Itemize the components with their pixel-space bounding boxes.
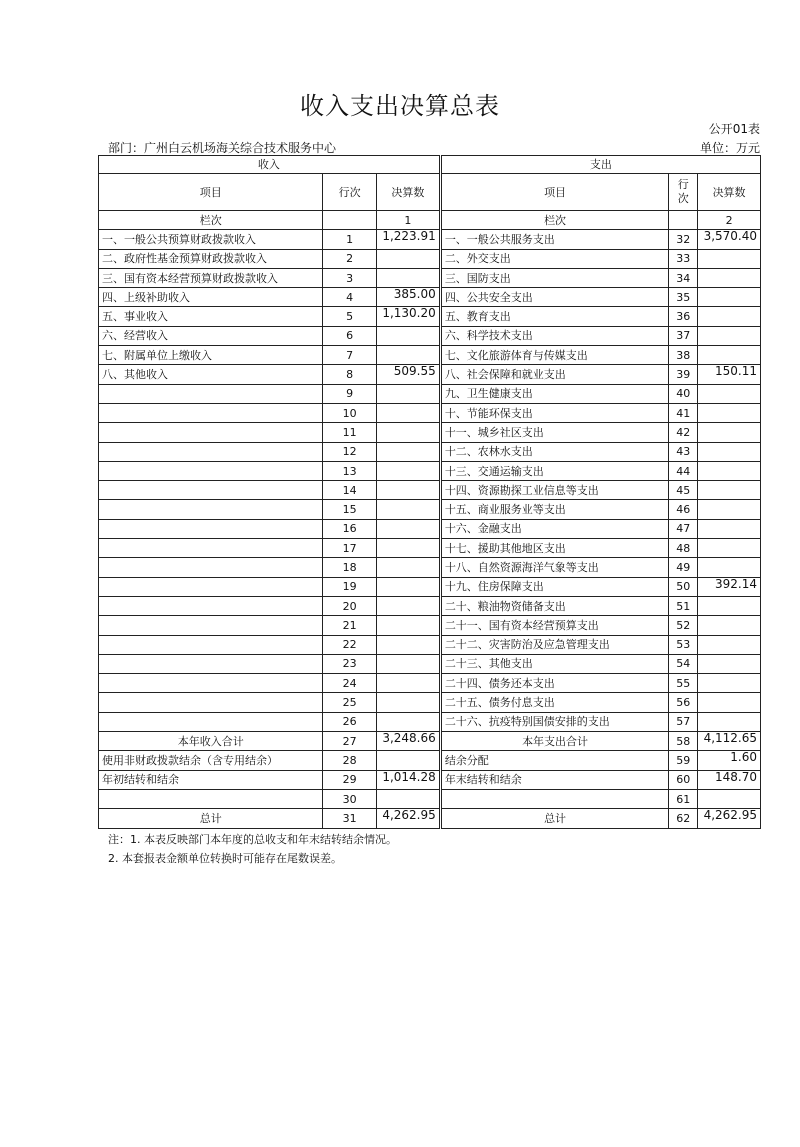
income-amount-cell: 385.00 (376, 288, 439, 307)
income-item-cell: 年初结转和结余 (99, 770, 323, 789)
income-rowno-cell: 5 (323, 307, 377, 326)
table-row (99, 307, 761, 326)
expense-amount-cell (698, 500, 761, 519)
expense-rowno-cell: 50 (669, 577, 698, 596)
expense-rowno-header: 行次 (669, 174, 698, 211)
expense-item-cell: 十九、住房保障支出 (441, 577, 669, 596)
income-section-header: 收入 (99, 156, 440, 174)
expense-rowno-cell: 43 (669, 442, 698, 461)
expense-amount-cell (698, 712, 761, 731)
table-row (99, 809, 761, 828)
income-item-cell: 本年收入合计 (99, 732, 323, 751)
expense-item-cell: 四、公共安全支出 (441, 288, 669, 307)
income-rowno-cell: 17 (323, 539, 377, 558)
expense-rowno-cell: 40 (669, 384, 698, 403)
income-rowno-cell: 10 (323, 403, 377, 422)
expense-amount-cell (698, 326, 761, 345)
table-row (99, 288, 761, 307)
expense-rowno-cell: 32 (669, 230, 698, 249)
income-rowno-cell: 7 (323, 346, 377, 365)
form-code: 公开01表 (708, 122, 760, 136)
expense-rowno-cell: 62 (669, 809, 698, 828)
income-item-cell: 八、其他收入 (99, 365, 323, 384)
expense-rowno-cell: 37 (669, 326, 698, 345)
expense-amount-cell: 392.14 (698, 577, 761, 596)
income-rowno-cell: 15 (323, 500, 377, 519)
income-amount-cell (376, 403, 439, 422)
income-rowno-cell: 25 (323, 693, 377, 712)
expense-amount-cell (698, 558, 761, 577)
table-row (99, 712, 761, 731)
expense-rowno-cell: 38 (669, 346, 698, 365)
income-item-cell (99, 442, 323, 461)
expense-item-cell: 十四、资源勘探工业信息等支出 (441, 481, 669, 500)
expense-amount-cell (698, 249, 761, 268)
income-amount-cell (376, 268, 439, 287)
income-item-cell (99, 674, 323, 693)
income-item-cell: 三、国有资本经营预算财政拨款收入 (99, 268, 323, 287)
income-rowno-cell: 29 (323, 770, 377, 789)
expense-rowno-cell: 48 (669, 539, 698, 558)
income-amount-cell: 4,262.95 (376, 809, 439, 828)
income-rowno-cell: 19 (323, 577, 377, 596)
expense-rowno-cell: 39 (669, 365, 698, 384)
expense-amount-cell (698, 596, 761, 615)
expense-item-cell: 总计 (441, 809, 669, 828)
table-row (99, 500, 761, 519)
income-amount-cell (376, 423, 439, 442)
expense-item-cell: 二十、粮油物资储备支出 (441, 596, 669, 615)
income-item-cell (99, 481, 323, 500)
income-rowno-cell: 26 (323, 712, 377, 731)
expense-rowno-cell: 59 (669, 751, 698, 770)
table-row (99, 635, 761, 654)
income-item-cell (99, 577, 323, 596)
income-amount-cell (376, 712, 439, 731)
income-rowno-cell: 4 (323, 288, 377, 307)
footnote-1: 注：1. 本表反映部门本年度的总收支和年末结转结余情况。 (108, 833, 397, 846)
income-rowno-cell: 13 (323, 461, 377, 480)
expense-rowno-cell: 44 (669, 461, 698, 480)
expense-rowno-cell: 52 (669, 616, 698, 635)
income-expense-table (98, 155, 761, 829)
income-item-cell (99, 789, 323, 808)
expense-item-cell: 年末结转和结余 (441, 770, 669, 789)
income-item-cell: 总计 (99, 809, 323, 828)
income-rowno-cell: 18 (323, 558, 377, 577)
table-row (99, 519, 761, 538)
income-item-cell: 七、附属单位上缴收入 (99, 346, 323, 365)
expense-rowno-cell: 53 (669, 635, 698, 654)
income-amount-cell: 1,130.20 (376, 307, 439, 326)
expense-rowno-cell: 33 (669, 249, 698, 268)
expense-amount-cell (698, 403, 761, 422)
income-rowno-cell: 21 (323, 616, 377, 635)
income-amount-cell (376, 751, 439, 770)
expense-item-cell: 十五、商业服务业等支出 (441, 500, 669, 519)
expense-rowno-cell: 54 (669, 654, 698, 673)
expense-amount-cell: 4,112.65 (698, 732, 761, 751)
table-row (99, 326, 761, 345)
table-row (99, 674, 761, 693)
section-header-row (99, 156, 761, 174)
expense-amount-cell (698, 674, 761, 693)
expense-amount-cell (698, 288, 761, 307)
income-item-cell (99, 654, 323, 673)
income-amount-cell (376, 346, 439, 365)
table-row (99, 654, 761, 673)
table-row (99, 770, 761, 789)
income-item-cell (99, 423, 323, 442)
income-item-cell (99, 712, 323, 731)
expense-rowno-cell: 51 (669, 596, 698, 615)
expense-item-cell: 十八、自然资源海洋气象等支出 (441, 558, 669, 577)
income-col-number: 1 (376, 211, 439, 230)
income-rowno-cell: 14 (323, 481, 377, 500)
income-amount-cell: 1,014.28 (376, 770, 439, 789)
expense-rowno-cell: 41 (669, 403, 698, 422)
table-row (99, 751, 761, 770)
income-rowno-cell: 8 (323, 365, 377, 384)
income-amount-cell (376, 616, 439, 635)
expense-item-cell: 十三、交通运输支出 (441, 461, 669, 480)
income-rowno-cell: 2 (323, 249, 377, 268)
expense-item-cell: 二、外交支出 (441, 249, 669, 268)
table-row (99, 558, 761, 577)
income-rowno-cell: 20 (323, 596, 377, 615)
expense-amount-cell: 3,570.40 (698, 230, 761, 249)
income-rowno-cell: 12 (323, 442, 377, 461)
income-rowno-header: 行次 (323, 174, 377, 211)
expense-rowno-cell: 61 (669, 789, 698, 808)
income-amount-cell (376, 249, 439, 268)
income-amount-cell (376, 635, 439, 654)
income-amount-cell (376, 674, 439, 693)
table-row (99, 693, 761, 712)
expense-amount-cell (698, 481, 761, 500)
income-item-cell (99, 596, 323, 615)
expense-col-label: 栏次 (441, 211, 669, 230)
income-rowno-cell: 22 (323, 635, 377, 654)
income-rowno-cell: 24 (323, 674, 377, 693)
income-amount-cell: 3,248.66 (376, 732, 439, 751)
expense-rowno-cell: 60 (669, 770, 698, 789)
income-rowno-cell: 9 (323, 384, 377, 403)
table-row (99, 461, 761, 480)
expense-amount-cell (698, 654, 761, 673)
expense-item-cell: 十七、援助其他地区支出 (441, 539, 669, 558)
table-row (99, 596, 761, 615)
expense-amount-cell (698, 519, 761, 538)
income-rowno-cell: 3 (323, 268, 377, 287)
department-label: 部门：广州白云机场海关综合技术服务中心 (108, 141, 337, 155)
income-amount-header: 决算数 (376, 174, 439, 211)
income-amount-cell (376, 539, 439, 558)
expense-amount-cell (698, 616, 761, 635)
expense-item-cell: 二十五、债务付息支出 (441, 693, 669, 712)
expense-item-cell: 二十一、国有资本经营预算支出 (441, 616, 669, 635)
income-item-header: 项目 (99, 174, 323, 211)
expense-amount-cell (698, 539, 761, 558)
expense-amount-cell (698, 635, 761, 654)
income-amount-cell (376, 500, 439, 519)
expense-amount-cell (698, 461, 761, 480)
expense-item-cell: 二十六、抗疫特别国债安排的支出 (441, 712, 669, 731)
income-rowno-cell: 30 (323, 789, 377, 808)
income-item-cell (99, 403, 323, 422)
expense-item-cell: 五、教育支出 (441, 307, 669, 326)
table-row (99, 365, 761, 384)
expense-amount-cell (698, 693, 761, 712)
table-row (99, 384, 761, 403)
expense-item-cell: 六、科学技术支出 (441, 326, 669, 345)
income-amount-cell (376, 326, 439, 345)
expense-item-cell: 结余分配 (441, 751, 669, 770)
expense-rowno-cell: 55 (669, 674, 698, 693)
income-rowno-cell: 16 (323, 519, 377, 538)
expense-item-cell: 二十二、灾害防治及应急管理支出 (441, 635, 669, 654)
income-item-cell (99, 558, 323, 577)
expense-item-cell (441, 789, 669, 808)
expense-item-cell: 八、社会保障和就业支出 (441, 365, 669, 384)
income-amount-cell (376, 654, 439, 673)
expense-amount-header: 决算数 (698, 174, 761, 211)
income-rowno-cell: 23 (323, 654, 377, 673)
expense-item-cell: 十、节能环保支出 (441, 403, 669, 422)
income-amount-cell (376, 519, 439, 538)
expense-item-cell: 十二、农林水支出 (441, 442, 669, 461)
expense-amount-cell (698, 442, 761, 461)
income-item-cell (99, 635, 323, 654)
income-item-cell (99, 500, 323, 519)
income-amount-cell (376, 577, 439, 596)
unit-label: 单位：万元 (699, 141, 760, 155)
expense-rowno-cell: 56 (669, 693, 698, 712)
report-title: 收入支出决算总表 (300, 92, 500, 120)
expense-rowno-cell: 57 (669, 712, 698, 731)
footnotes (108, 830, 397, 868)
table-row (99, 577, 761, 596)
income-rowno-cell: 6 (323, 326, 377, 345)
table-row (99, 403, 761, 422)
income-item-cell: 四、上级补助收入 (99, 288, 323, 307)
expense-rowno-cell: 46 (669, 500, 698, 519)
income-item-cell (99, 539, 323, 558)
column-label-row (99, 211, 761, 230)
income-item-cell (99, 461, 323, 480)
expense-item-cell: 二十四、债务还本支出 (441, 674, 669, 693)
expense-amount-cell: 1.60 (698, 751, 761, 770)
income-item-cell: 二、政府性基金预算财政拨款收入 (99, 249, 323, 268)
table-row (99, 481, 761, 500)
income-amount-cell (376, 693, 439, 712)
income-amount-cell (376, 481, 439, 500)
expense-rowno-cell: 42 (669, 423, 698, 442)
income-amount-cell (376, 384, 439, 403)
expense-item-cell: 三、国防支出 (441, 268, 669, 287)
expense-item-cell: 十一、城乡社区支出 (441, 423, 669, 442)
expense-amount-cell (698, 423, 761, 442)
income-col-label: 栏次 (99, 211, 323, 230)
table-row (99, 268, 761, 287)
table-row (99, 249, 761, 268)
income-item-cell: 一、一般公共预算财政拨款收入 (99, 230, 323, 249)
expense-amount-cell: 148.70 (698, 770, 761, 789)
income-item-cell (99, 519, 323, 538)
expense-item-cell: 二十三、其他支出 (441, 654, 669, 673)
income-rowno-cell: 1 (323, 230, 377, 249)
expense-amount-cell: 150.11 (698, 365, 761, 384)
expense-amount-cell (698, 346, 761, 365)
table-row (99, 732, 761, 751)
expense-rowno-cell: 47 (669, 519, 698, 538)
income-amount-cell (376, 558, 439, 577)
footnote-2: 2. 本套报表金额单位转换时可能存在尾数误差。 (108, 852, 342, 865)
expense-rowno-cell: 36 (669, 307, 698, 326)
table-row (99, 539, 761, 558)
expense-item-cell: 十六、金融支出 (441, 519, 669, 538)
expense-item-cell: 七、文化旅游体育与传媒支出 (441, 346, 669, 365)
income-item-cell (99, 693, 323, 712)
expense-rowno-cell: 58 (669, 732, 698, 751)
income-amount-cell (376, 461, 439, 480)
income-amount-cell (376, 442, 439, 461)
income-rowno-cell: 28 (323, 751, 377, 770)
income-rowno-cell: 27 (323, 732, 377, 751)
income-amount-cell (376, 789, 439, 808)
income-item-cell: 五、事业收入 (99, 307, 323, 326)
table-row (99, 442, 761, 461)
expense-col-number: 2 (698, 211, 761, 230)
table-row (99, 230, 761, 249)
income-item-cell: 使用非财政拨款结余（含专用结余） (99, 751, 323, 770)
income-amount-cell: 1,223.91 (376, 230, 439, 249)
income-item-cell (99, 616, 323, 635)
expense-item-cell: 一、一般公共服务支出 (441, 230, 669, 249)
expense-rowno-cell: 35 (669, 288, 698, 307)
expense-section-header: 支出 (441, 156, 760, 174)
table-row (99, 346, 761, 365)
expense-amount-cell (698, 789, 761, 808)
table-row (99, 423, 761, 442)
income-amount-cell: 509.55 (376, 365, 439, 384)
income-item-cell: 六、经营收入 (99, 326, 323, 345)
income-rowno-cell: 11 (323, 423, 377, 442)
table-row (99, 789, 761, 808)
expense-item-cell: 本年支出合计 (441, 732, 669, 751)
expense-amount-cell (698, 307, 761, 326)
expense-amount-cell (698, 268, 761, 287)
income-amount-cell (376, 596, 439, 615)
income-item-cell (99, 384, 323, 403)
expense-amount-cell: 4,262.95 (698, 809, 761, 828)
expense-amount-cell (698, 384, 761, 403)
income-rowno-cell: 31 (323, 809, 377, 828)
expense-rowno-cell: 45 (669, 481, 698, 500)
expense-item-cell: 九、卫生健康支出 (441, 384, 669, 403)
table-row (99, 616, 761, 635)
expense-rowno-cell: 49 (669, 558, 698, 577)
expense-item-header: 项目 (441, 174, 669, 211)
column-header-row (99, 174, 761, 211)
expense-rowno-cell: 34 (669, 268, 698, 287)
